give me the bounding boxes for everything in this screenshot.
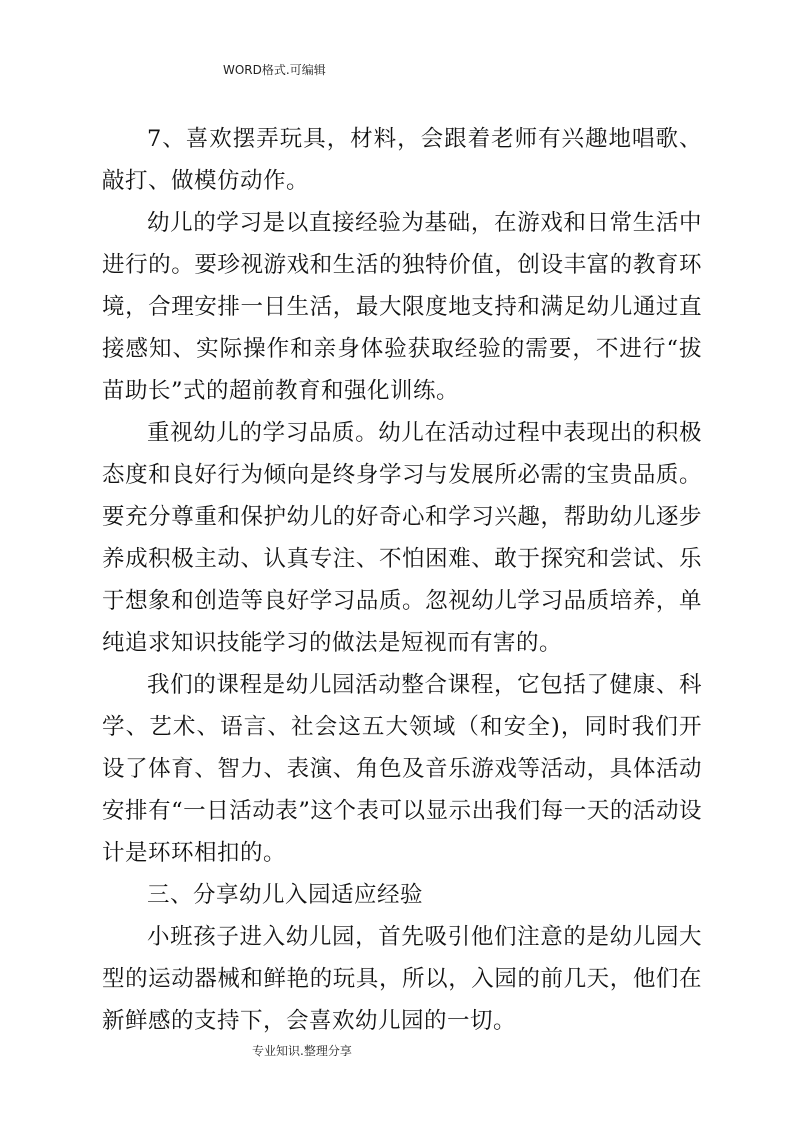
page-footer: 专业知识.整理分享	[252, 1044, 352, 1058]
section-heading: 三、分享幼儿入园适应经验	[147, 882, 424, 908]
paragraph-4: 我们的课程是幼儿园活动整合课程，它包括了健康、科学、艺术、语言、社会这五大领域（和安全)，同时我们开设了体育、智力、表演、角色及音乐游戏等活动，具体活动安排有“一日活动表”这个表可以显示出我们每一天的活动设计是环环相扣的。	[102, 672, 702, 866]
paragraph-3: 重视幼儿的学习品质。幼儿在活动过程中表现出的积极态度和良好行为倾向是终身学习与发展所必需的宝贵品质。要充分尊重和保护幼儿的好奇心和学习兴趣，帮助幼儿逐步养成积极主动、认真专注、不怕困难、敢于探究和尝试、乐于想象和创造等良好学习品质。忽视幼儿学习品质培养，单纯追求知识技能学习的做法是短视而有害的。	[102, 420, 702, 656]
page-header: WORD格式.可编辑	[223, 63, 326, 77]
paragraph-2: 幼儿的学习是以直接经验为基础，在游戏和日常生活中进行的。要珍视游戏和生活的独特价值，创设丰富的教育环境，合理安排一日生活，最大限度地支持和满足幼儿通过直接感知、实际操作和亲身体验获取经验的需要，不进行“拔苗助长”式的超前教育和强化训练。	[102, 210, 702, 404]
paragraph-5: 小班孩子进入幼儿园，首先吸引他们注意的是幼儿园大型的运动器械和鲜艳的玩具，所以，入园的前几天，他们在新鲜感的支持下，会喜欢幼儿园的一切。	[102, 924, 702, 1034]
paragraph-1: 7、喜欢摆弄玩具，材料，会跟着老师有兴趣地唱歌、敲打、做模仿动作。	[102, 126, 702, 194]
document-body	[102, 118, 702, 1042]
